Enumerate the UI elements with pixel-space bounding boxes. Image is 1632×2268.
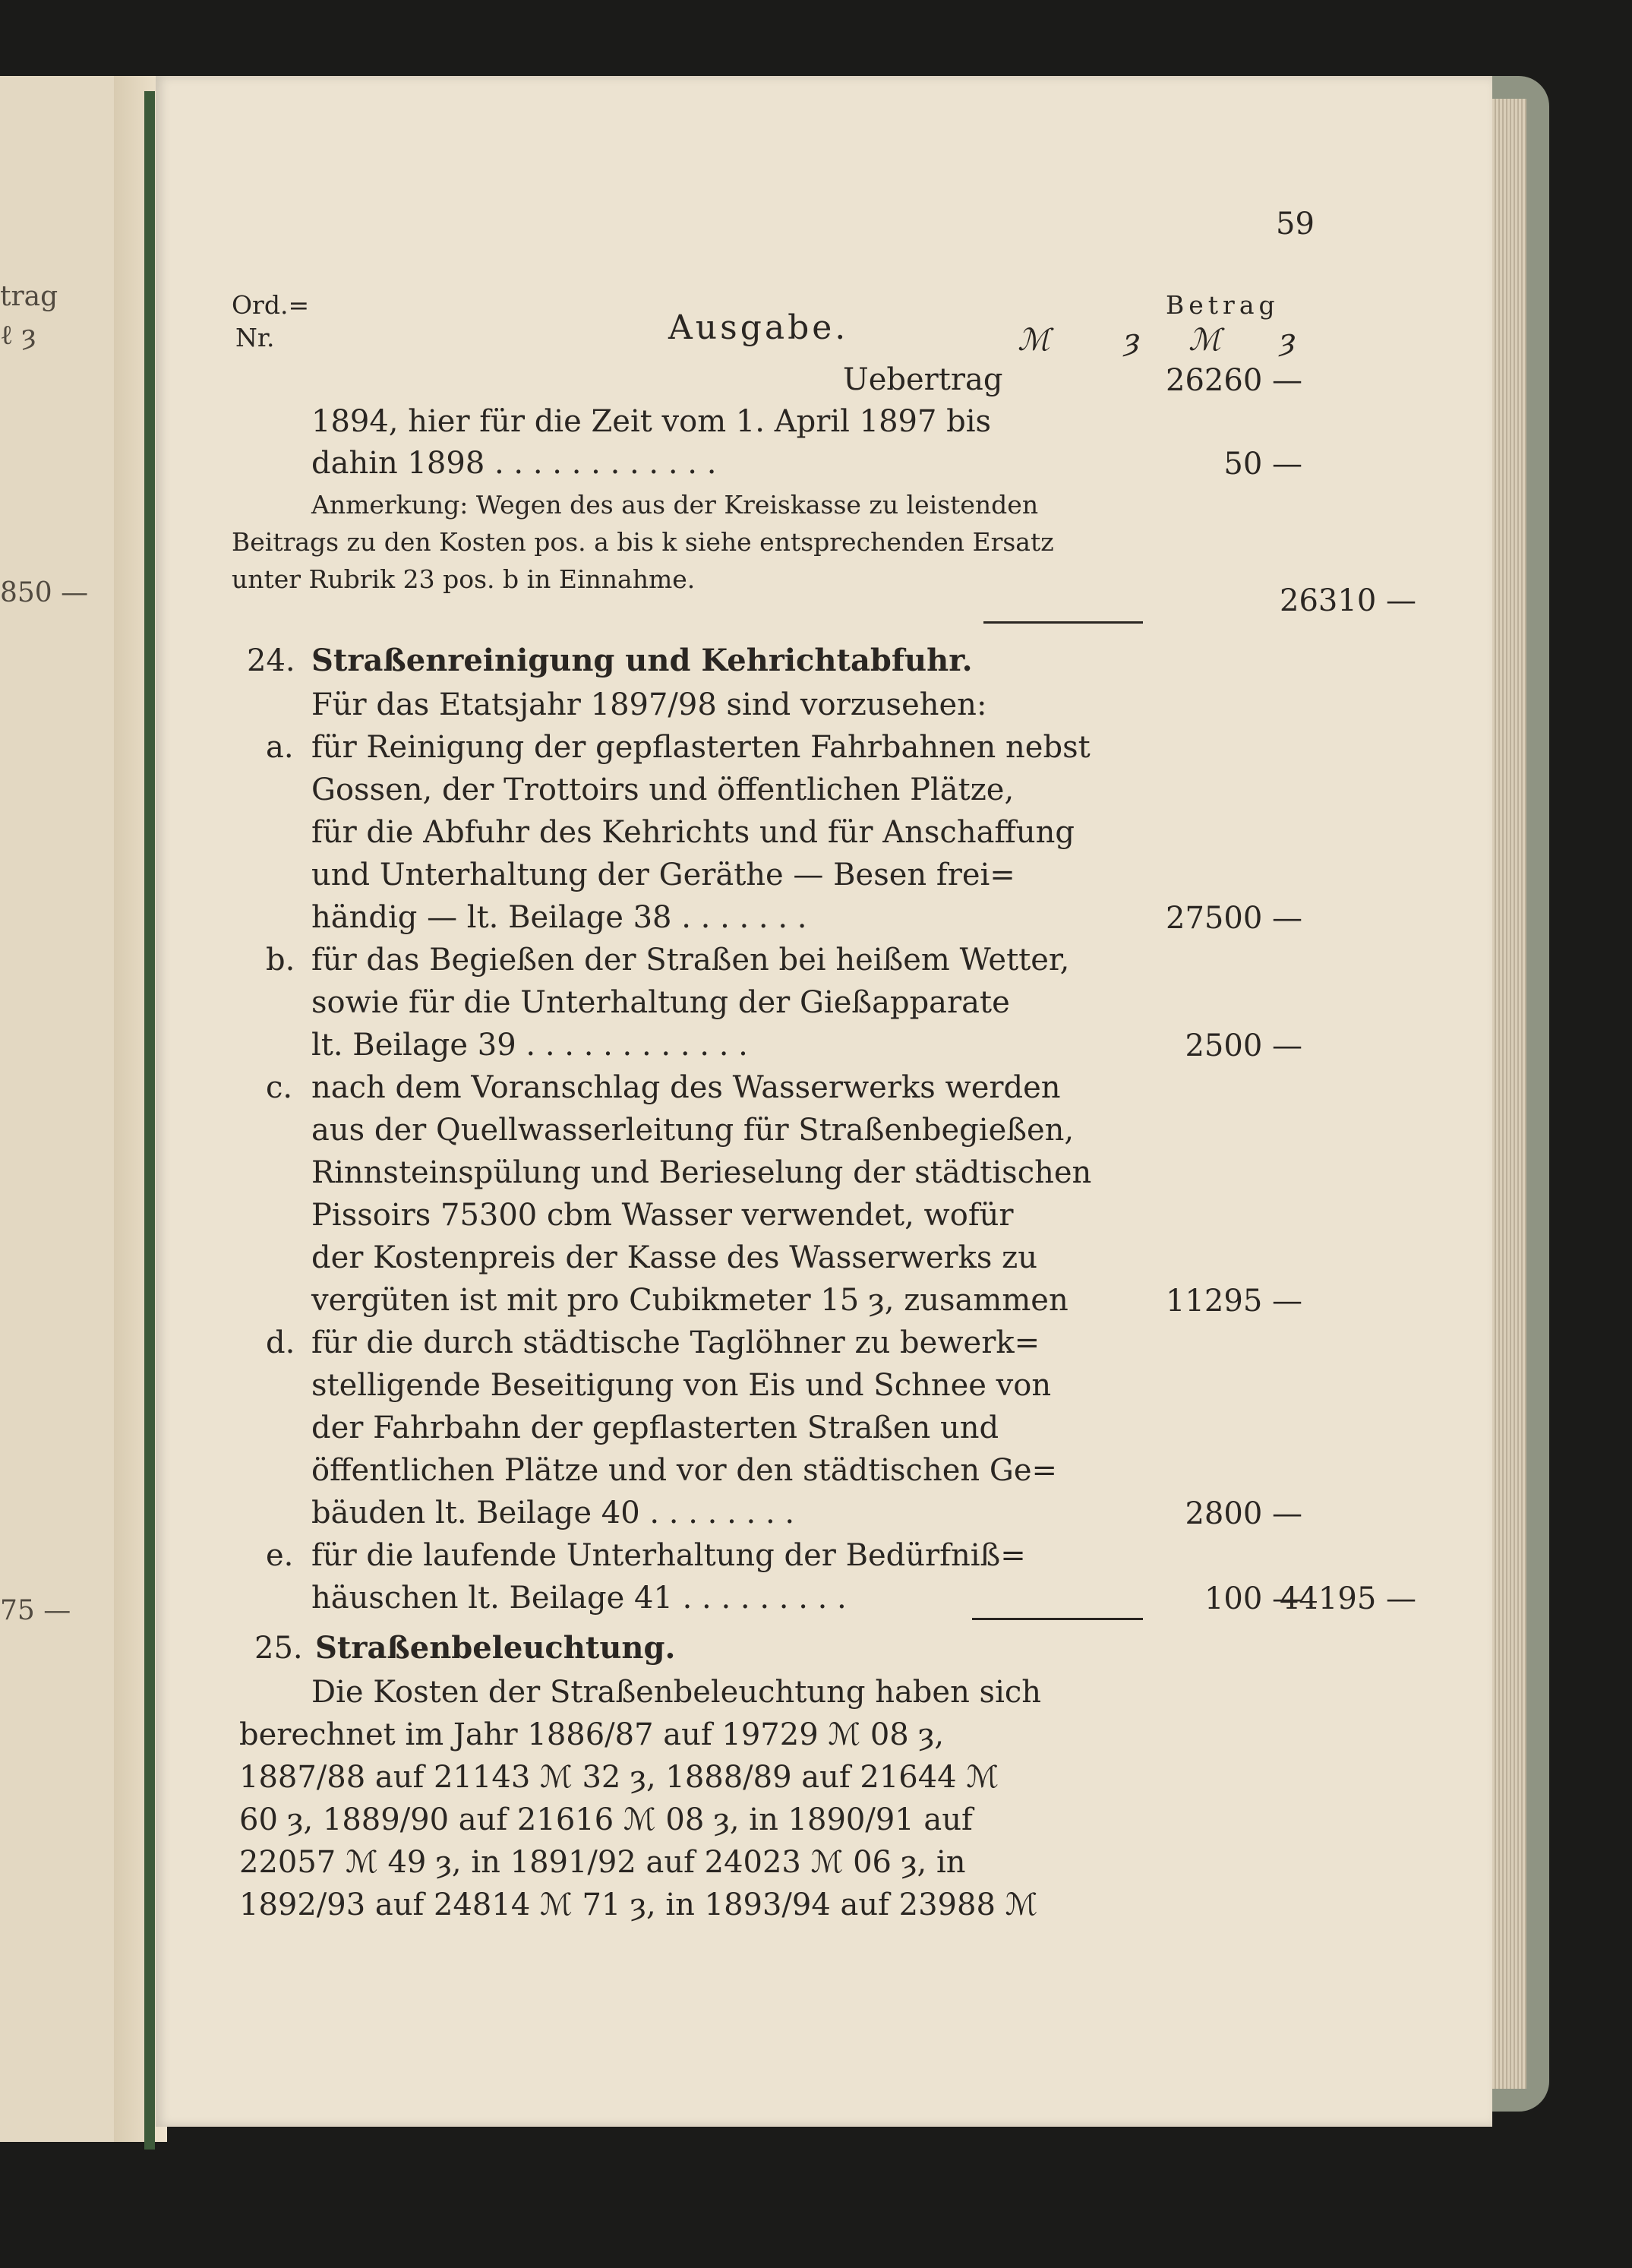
text-line: für die durch städtische Taglöhner zu bewerk=: [311, 1325, 1040, 1360]
amount-value: 50 —: [1223, 447, 1302, 482]
left-page: [0, 76, 123, 2142]
amount-value: 2800 —: [1185, 1496, 1302, 1531]
book-cover-edge: [144, 91, 155, 2150]
amount-value: 11295 —: [1166, 1284, 1302, 1319]
betrag-label: Betrag: [1166, 290, 1280, 320]
text-line: Gossen, der Trottoirs und öffentlichen Plätze,: [311, 772, 1015, 807]
text-line: Die Kosten der Straßenbeleuchtung haben sich: [311, 1675, 1042, 1710]
sum-rule: [972, 1618, 1143, 1620]
amount-value: 27500 —: [1166, 901, 1302, 936]
item-letter: d.: [266, 1325, 295, 1360]
item-letter: a.: [266, 730, 294, 765]
currency-mark-icon: ℳ: [1018, 323, 1050, 358]
left-fragment: trag: [0, 281, 58, 312]
page-title: Ausgabe.: [668, 308, 849, 347]
text-line: für Reinigung der gepflasterten Fahrbahnen nebst: [311, 730, 1091, 765]
text-line: stelligende Beseitigung von Eis und Schnee von: [311, 1368, 1052, 1403]
text-line: und Unterhaltung der Geräthe — Besen frei=: [311, 858, 1015, 892]
section-total-value: 44195 —: [1280, 1581, 1416, 1616]
text-line: berechnet im Jahr 1886/87 auf 19729 ℳ 08 ȝ,: [239, 1717, 945, 1752]
item-letter: b.: [266, 943, 295, 978]
text-line: Rinnsteinspülung und Berieselung der städtischen: [311, 1155, 1092, 1190]
text-line: Für das Etatsjahr 1897/98 sind vorzusehen:: [311, 687, 987, 722]
text-line: für die Abfuhr des Kehrichts und für Anschaffung: [311, 815, 1075, 850]
text-line: häuschen lt. Beilage 41 . . . . . . . . .: [311, 1581, 847, 1616]
left-fragment: ℓ ȝ: [0, 320, 36, 351]
text-line: öffentlichen Plätze und vor den städtischen Ge=: [311, 1453, 1058, 1488]
text-line: Pissoirs 75300 cbm Wasser verwendet, wofür: [311, 1198, 1014, 1233]
amount-value: 100 —: [1204, 1581, 1302, 1616]
text-line: 1894, hier für die Zeit vom 1. April 1897 bis: [311, 404, 992, 439]
text-line: aus der Quellwasserleitung für Straßenbegießen,: [311, 1113, 1075, 1148]
subtotal-value: 26310 —: [1280, 583, 1416, 618]
section-title: Straßenbeleuchtung.: [315, 1630, 676, 1666]
text-line: sowie für die Unterhaltung der Gießapparate: [311, 985, 1010, 1020]
text-line: für die laufende Unterhaltung der Bedürfniß=: [311, 1538, 1026, 1573]
note-line: Beitrags zu den Kosten pos. a bis k siehe entsprechenden Ersatz: [232, 527, 1054, 557]
note-line: unter Rubrik 23 pos. b in Einnahme.: [232, 564, 696, 594]
text-line: 1887/88 auf 21143 ℳ 32 ȝ, 1888/89 auf 21644 ℳ: [239, 1760, 999, 1795]
section-title: Straßenreinigung und Kehrichtabfuhr.: [311, 643, 973, 678]
sum-rule: [983, 621, 1143, 624]
text-line: vergüten ist mit pro Cubikmeter 15 ȝ, zusammen: [311, 1283, 1069, 1318]
note-line: Anmerkung: Wegen des aus der Kreiskasse zu leistenden: [311, 490, 1039, 520]
left-fragment: 850 —: [0, 577, 89, 608]
text-line: händig — lt. Beilage 38 . . . . . . .: [311, 900, 807, 935]
ord-label: Ord.=: [232, 290, 310, 320]
text-line: 60 ȝ, 1889/90 auf 21616 ℳ 08 ȝ, in 1890/91 auf: [239, 1802, 973, 1837]
currency-mark-icon: ℳ: [1188, 323, 1221, 358]
text-line: bäuden lt. Beilage 40 . . . . . . . .: [311, 1496, 795, 1530]
left-fragment: 75 —: [0, 1595, 71, 1626]
section-number: 25.: [254, 1631, 303, 1666]
text-line: dahin 1898 . . . . . . . . . . . .: [311, 446, 717, 481]
text-line: lt. Beilage 39 . . . . . . . . . . . .: [311, 1028, 748, 1063]
text-line: nach dem Voranschlag des Wasserwerks werden: [311, 1070, 1061, 1105]
uebertrag-label: Uebertrag: [843, 362, 1003, 397]
section-number: 24.: [247, 643, 295, 678]
item-letter: e.: [266, 1538, 294, 1573]
text-line: 22057 ℳ 49 ȝ, in 1891/92 auf 24023 ℳ 06 ȝ, in: [239, 1845, 966, 1880]
text-line: 1892/93 auf 24814 ℳ 71 ȝ, in 1893/94 auf 23988 ℳ: [239, 1887, 1038, 1922]
pfennig-mark-icon: ȝ: [1124, 323, 1140, 358]
item-letter: c.: [266, 1070, 293, 1105]
text-line: für das Begießen der Straßen bei heißem Wetter,: [311, 943, 1070, 978]
text-line: der Kostenpreis der Kasse des Wasserwerks zu: [311, 1240, 1037, 1275]
nr-label: Nr.: [235, 323, 275, 352]
page-number: 59: [1276, 207, 1315, 242]
pfennig-mark-icon: ȝ: [1280, 323, 1296, 358]
uebertrag-value: 26260 —: [1166, 363, 1302, 398]
text-line: der Fahrbahn der gepflasterten Straßen und: [311, 1410, 999, 1445]
right-page: [156, 76, 1492, 2127]
amount-value: 2500 —: [1185, 1028, 1302, 1063]
